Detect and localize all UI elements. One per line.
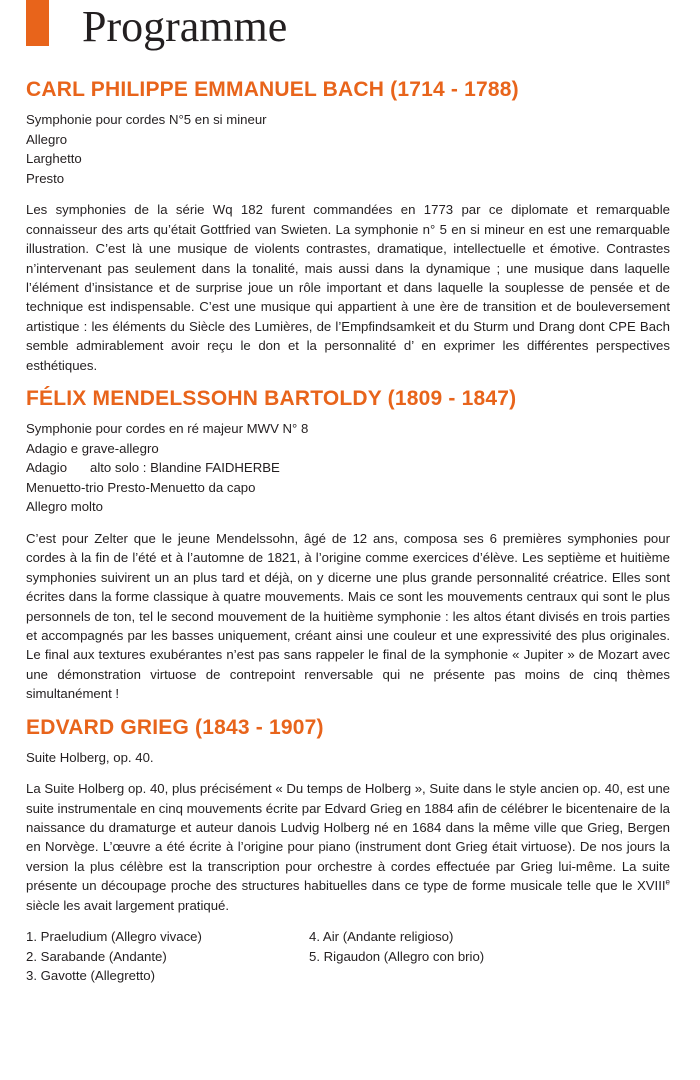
- composer-heading-grieg: EDVARD GRIEG (1843 - 1907): [26, 715, 324, 739]
- movement-item: Allegro molto: [26, 499, 103, 515]
- movement-item: 1. Praeludium (Allegro vivace): [26, 929, 202, 945]
- movement-item: 4. Air (Andante religioso): [309, 929, 454, 945]
- movement-item: 5. Rigaudon (Allegro con brio): [309, 948, 485, 964]
- movements-column-left: [26, 927, 309, 986]
- movement-item: 2. Sarabande (Andante): [26, 948, 167, 964]
- bach-work-list: [26, 110, 670, 188]
- grieg-description: [26, 779, 670, 915]
- bach-description: Les symphonies de la série Wq 182 furent commandées en 1773 par ce diplomate et remarquable connaisseur des arts qu’était Gottfried van Swieten. La symphonie n° 5 en si mineur en est une remarquable illustration. C’est là une musique de violents contrastes, dramatique, intellectuelle et émotive. Contrastes n’intervenant pas seulement dans la tonalité, mais aussi dans la dynamique ; une musique dans laquelle l’élément d’insistance et de surprise joue un rôle important et dans laquelle la souplesse de pensée et de technique est indispensable. C’est une musique qui appartient à une ère de transition et de bouleversement artistique : les éléments du Siècle des Lumières, de l’Empfindsamkeit et du Sturm und Drang dont CPE Bach semble admirablement avoir reçu le don et la personnalité d’ en exprimer les différentes perspectives esthétiques.: [26, 202, 670, 373]
- bach-section: [26, 76, 670, 375]
- mendelssohn-work-list: [26, 419, 670, 517]
- work-title: Symphonie pour cordes en ré majeur MWV N° 8: [26, 421, 309, 437]
- movement-item: Larghetto: [26, 151, 82, 167]
- movement-item: [26, 458, 670, 478]
- page-title: Programme: [82, 2, 288, 51]
- programme-content: [26, 76, 670, 996]
- mendelssohn-description: C’est pour Zelter que le jeune Mendelssohn, âgé de 12 ans, composa ses 6 premières symphonies pour cordes à la fin de l’été et à l’automne de 1821, à l’origine comme exercices d’élève. Les septième et huitième symphonies suivirent un an plus tard et déjà, on y dicerne une plus grande personnalité créatrice. Elles sont écrites dans la forme classique à quatre mouvements. Mais ce sont les mouvements centraux qui sont le plus personnels de ton, tel le second mouvement de la huitième symphonie : les altos étant divisés en trois parties et accompagnés par les basses uniquement, créant ainsi une couleur et une expressivité des plus originales. Le final aux textures exubérantes n’est pas sans rappeler le final de la symphonie « Jupiter » de Mozart avec une démonstration virtuose de contrepoint renversable qui ne présente pas moins de cinq thèmes simultanément !: [26, 531, 670, 702]
- mendelssohn-section: [26, 385, 670, 704]
- movement-item: 3. Gavotte (Allegretto): [26, 968, 156, 984]
- movement-item: Presto: [26, 170, 65, 186]
- movement-tempo: Adagio: [26, 460, 68, 476]
- movement-item: Menuetto-trio Presto-Menuetto da capo: [26, 479, 256, 495]
- grieg-text-part-2: siècle les avait largement pratiqué.: [26, 897, 230, 913]
- grieg-work-list: [26, 748, 670, 768]
- composer-heading-mendelssohn: FÉLIX MENDELSSOHN BARTOLDY (1809 - 1847): [26, 387, 517, 411]
- movements-column-right: [309, 927, 639, 986]
- grieg-text-part-1: La Suite Holberg op. 40, plus précisément « Du temps de Holberg », Suite dans le style ancien op. 40, est une suite instrumentale en cinq mouvements écrite par Edvard Grieg en 1884 afin de célébrer le bicentenaire de la naissance du dramaturge et auteur danois Ludvig Holberg né en 1684 dans la même ville que Grieg, Bergen en Norvège. L’œuvre a été écrite à l’origine pour piano (instrument dont Grieg était virtuose). De nos jours la version la plus célèbre est la transcription pour orchestre à cordes effectuée par Grieg lui-même. La suite présente un découpage proche des structures habituelles dans ce type de forme musicale telle que le XVIII: [26, 781, 670, 894]
- grieg-movements: [26, 927, 670, 986]
- work-title: Symphonie pour cordes N°5 en si mineur: [26, 112, 267, 127]
- movement-item: Adagio e grave-allegro: [26, 440, 159, 456]
- movement-item: Allegro: [26, 131, 68, 147]
- title-accent-bar: [26, 0, 49, 46]
- grieg-section: [26, 714, 670, 986]
- soloist-credit: alto solo : Blandine FAIDHERBE: [90, 460, 280, 476]
- composer-heading-bach: CARL PHILIPPE EMMANUEL BACH (1714 - 1788): [26, 78, 519, 101]
- century-superscript: e: [665, 877, 670, 887]
- work-title: Suite Holberg, op. 40.: [26, 749, 154, 765]
